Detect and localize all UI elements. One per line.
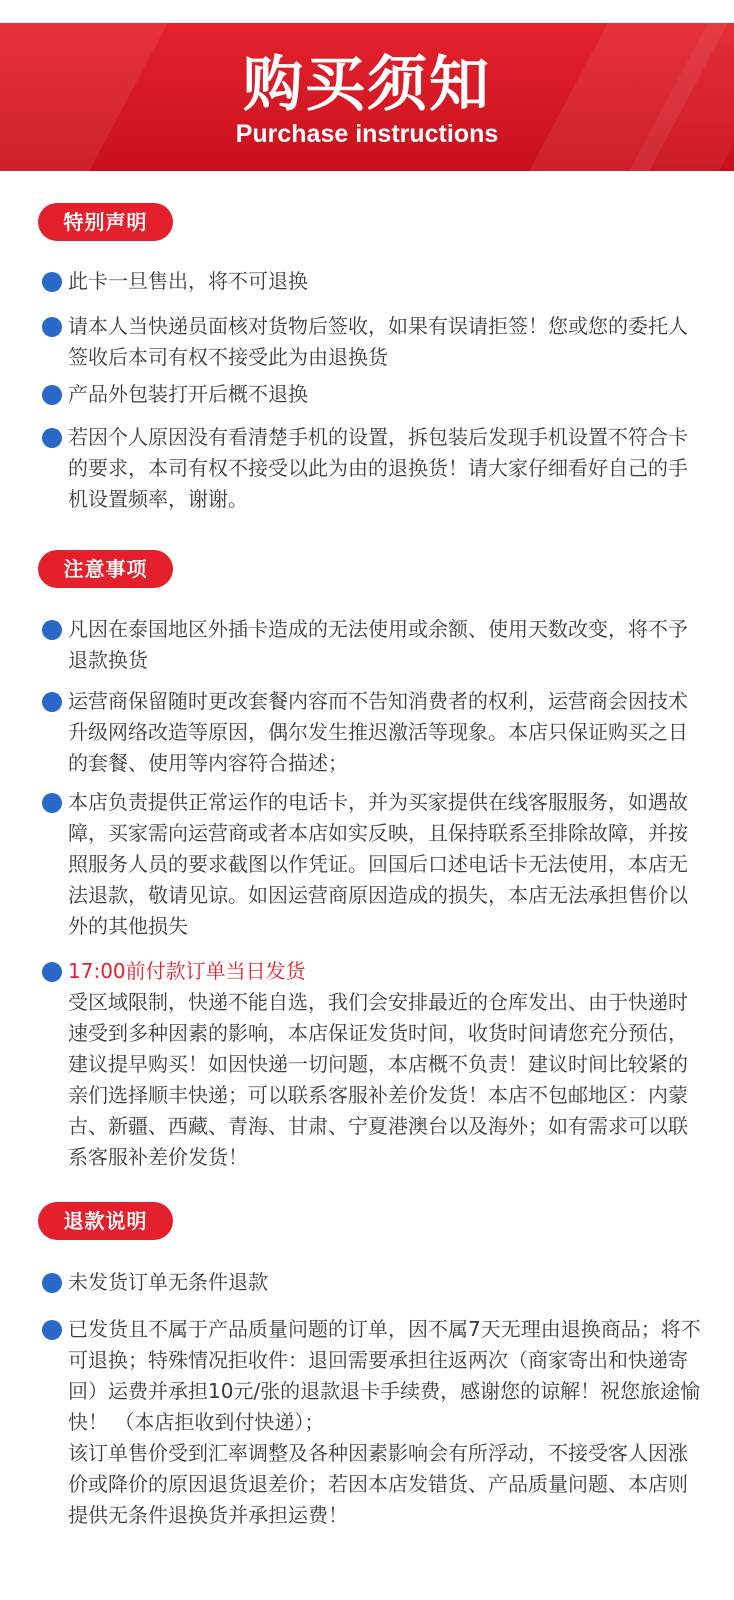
list-item	[42, 1314, 702, 1531]
page-subtitle: Purchase instructions	[235, 120, 499, 148]
list-item	[42, 422, 702, 515]
list-item	[42, 787, 702, 942]
bullet-icon	[42, 1273, 62, 1293]
shipping-highlight: 17:00前付款订单当日发货	[68, 959, 306, 983]
bullet-icon	[42, 385, 62, 405]
list-item	[42, 686, 702, 779]
list-item	[42, 956, 702, 1173]
section-label-notes: 注意事项	[38, 550, 173, 588]
item-text: 产品外包装打开后概不退换	[68, 382, 308, 406]
bullet-icon	[42, 793, 62, 813]
bullet-icon	[42, 692, 62, 712]
item-text: 运营商保留随时更改套餐内容而不告知消费者的权利，运营商会因技术升级网络改造等原因，偶尔发生推迟激活等现象。本店只保证购买之日的套餐、使用等内容符合描述；	[68, 689, 688, 775]
item-text: 若因个人原因没有看清楚手机的设置，拆包装后发现手机设置不符合卡的要求，本司有权不接受以此为由的退换货！请大家仔细看好自己的手机设置频率，谢谢。	[68, 425, 688, 511]
bullet-icon	[42, 272, 62, 292]
bullet-icon	[42, 317, 62, 337]
bullet-icon	[42, 1320, 62, 1340]
list-item	[42, 266, 702, 297]
header-banner	[0, 23, 734, 171]
item-text: 请本人当快递员面核对货物后签收，如果有误请拒签！您或您的委托人签收后本司有权不接受此为由退换货	[68, 314, 688, 369]
item-text: 未发货订单无条件退款	[68, 1270, 268, 1294]
item-text: 凡因在泰国地区外插卡造成的无法使用或余额、使用天数改变，将不予退款换货	[68, 617, 688, 672]
item-text: 本店负责提供正常运作的电话卡，并为买家提供在线客服服务，如遇故障，买家需向运营商或者本店如实反映，且保持联系至排除故障，并按照服务人员的要求截图以作凭证。回国后口述电话卡无法使用，本店无法退款，敬请见谅。如因运营商原因造成的损失，本店无法承担售价以外的其他损失	[68, 790, 688, 938]
list-item	[42, 379, 702, 410]
section-label-refund: 退款说明	[38, 1202, 173, 1240]
item-text: 受区域限制，快递不能自选，我们会安排最近的仓库发出、由于快递时速受到多种因素的影响，本店保证发货时间，收货时间请您充分预估，建议提早购买！如因快递一切问题，本店概不负责！建议时间比较紧的亲们选择顺丰快递；可以联系客服补差价发货！本店不包邮地区：内蒙古、新疆、西藏、青海、甘肃、宁夏港澳台以及海外；如有需求可以联系客服补差价发货！	[68, 990, 688, 1169]
item-text: 该订单售价受到汇率调整及各种因素影响会有所浮动，不接受客人因涨价或降价的原因退货退差价；若因本店发错货、产品质量问题、本店则提供无条件退换货并承担运费！	[68, 1441, 688, 1527]
bullet-icon	[42, 962, 62, 982]
list-item	[42, 614, 702, 676]
bullet-icon	[42, 428, 62, 448]
page-title: 购买须知	[243, 50, 491, 120]
item-text: 此卡一旦售出，将不可退换	[68, 269, 308, 293]
item-text: 已发货且不属于产品质量问题的订单，因不属7天无理由退换商品；将不可退换；特殊情况拒收件：退回需要承担往返两次（商家寄出和快递寄回）运费并承担10元/张的退款退卡手续费，感谢您的谅解！祝您旅途愉快！ （本店拒收到付快递）；	[68, 1317, 701, 1434]
list-item	[42, 311, 702, 373]
bullet-icon	[42, 620, 62, 640]
list-item	[42, 1267, 702, 1298]
section-label-special-statement: 特别声明	[38, 203, 173, 241]
